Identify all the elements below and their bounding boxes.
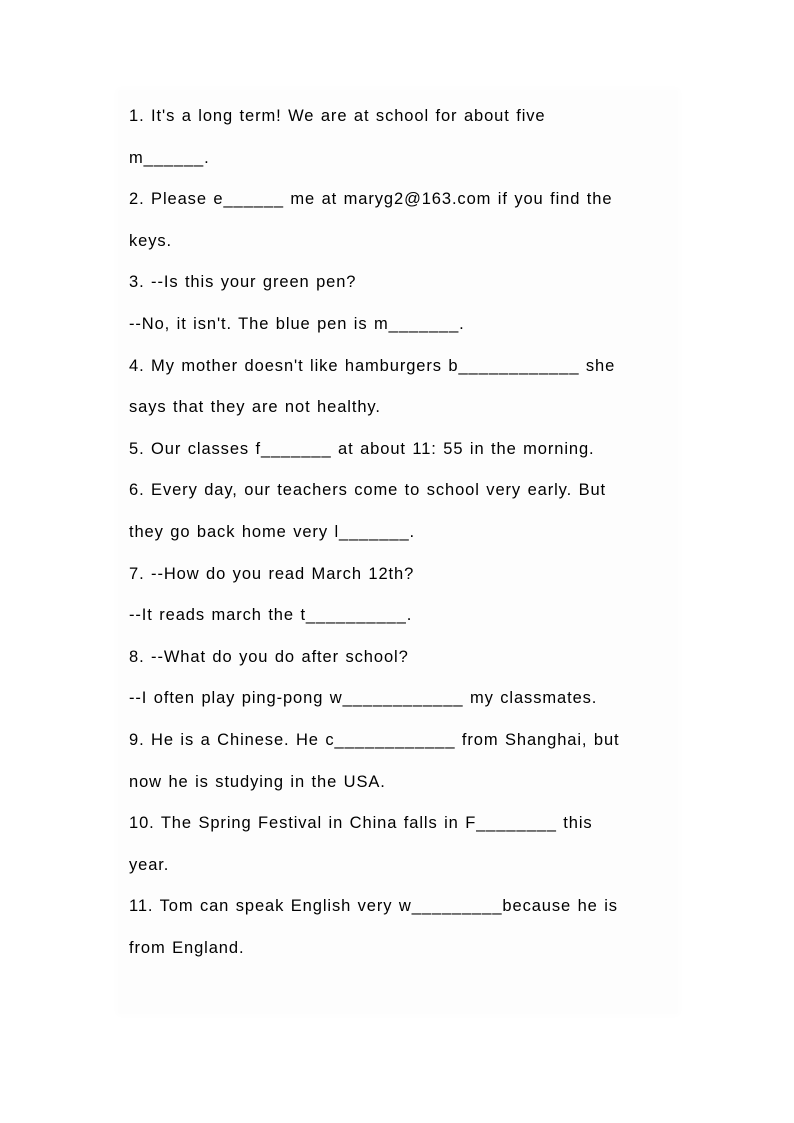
text-line: from England. xyxy=(129,938,245,957)
text-line: --It reads march the t__________. xyxy=(129,606,413,625)
text-line: m______. xyxy=(129,148,210,167)
text-line: 3. --Is this your green pen? xyxy=(129,273,357,292)
exercise-text xyxy=(129,96,674,969)
text-line: 2. Please e______ me at maryg2@163.com if you find the xyxy=(129,190,613,209)
text-line: says that they are not healthy. xyxy=(129,398,381,417)
text-line: keys. xyxy=(129,231,173,250)
text-line: 11. Tom can speak English very w_________because he is xyxy=(129,897,618,916)
text-line: now he is studying in the USA. xyxy=(129,772,386,791)
text-line: year. xyxy=(129,855,170,874)
text-line: 6. Every day, our teachers come to school very early. But xyxy=(129,481,607,500)
text-line: --No, it isn't. The blue pen is m_______. xyxy=(129,314,465,333)
text-line: 4. My mother doesn't like hamburgers b____________ she xyxy=(129,356,616,375)
text-line: --I often play ping-pong w____________ my classmates. xyxy=(129,689,598,708)
text-line: 1. It's a long term! We are at school for about five xyxy=(129,107,546,125)
text-line: 9. He is a Chinese. He c____________ from Shanghai, but xyxy=(129,730,620,749)
text-line: 5. Our classes f_______ at about 11: 55 in the morning. xyxy=(129,439,595,458)
text-line: 7. --How do you read March 12th? xyxy=(129,564,415,583)
text-line: 10. The Spring Festival in China falls in F________ this xyxy=(129,814,593,833)
text-line: 8. --What do you do after school? xyxy=(129,647,409,666)
text-line: they go back home very l_______. xyxy=(129,522,416,541)
